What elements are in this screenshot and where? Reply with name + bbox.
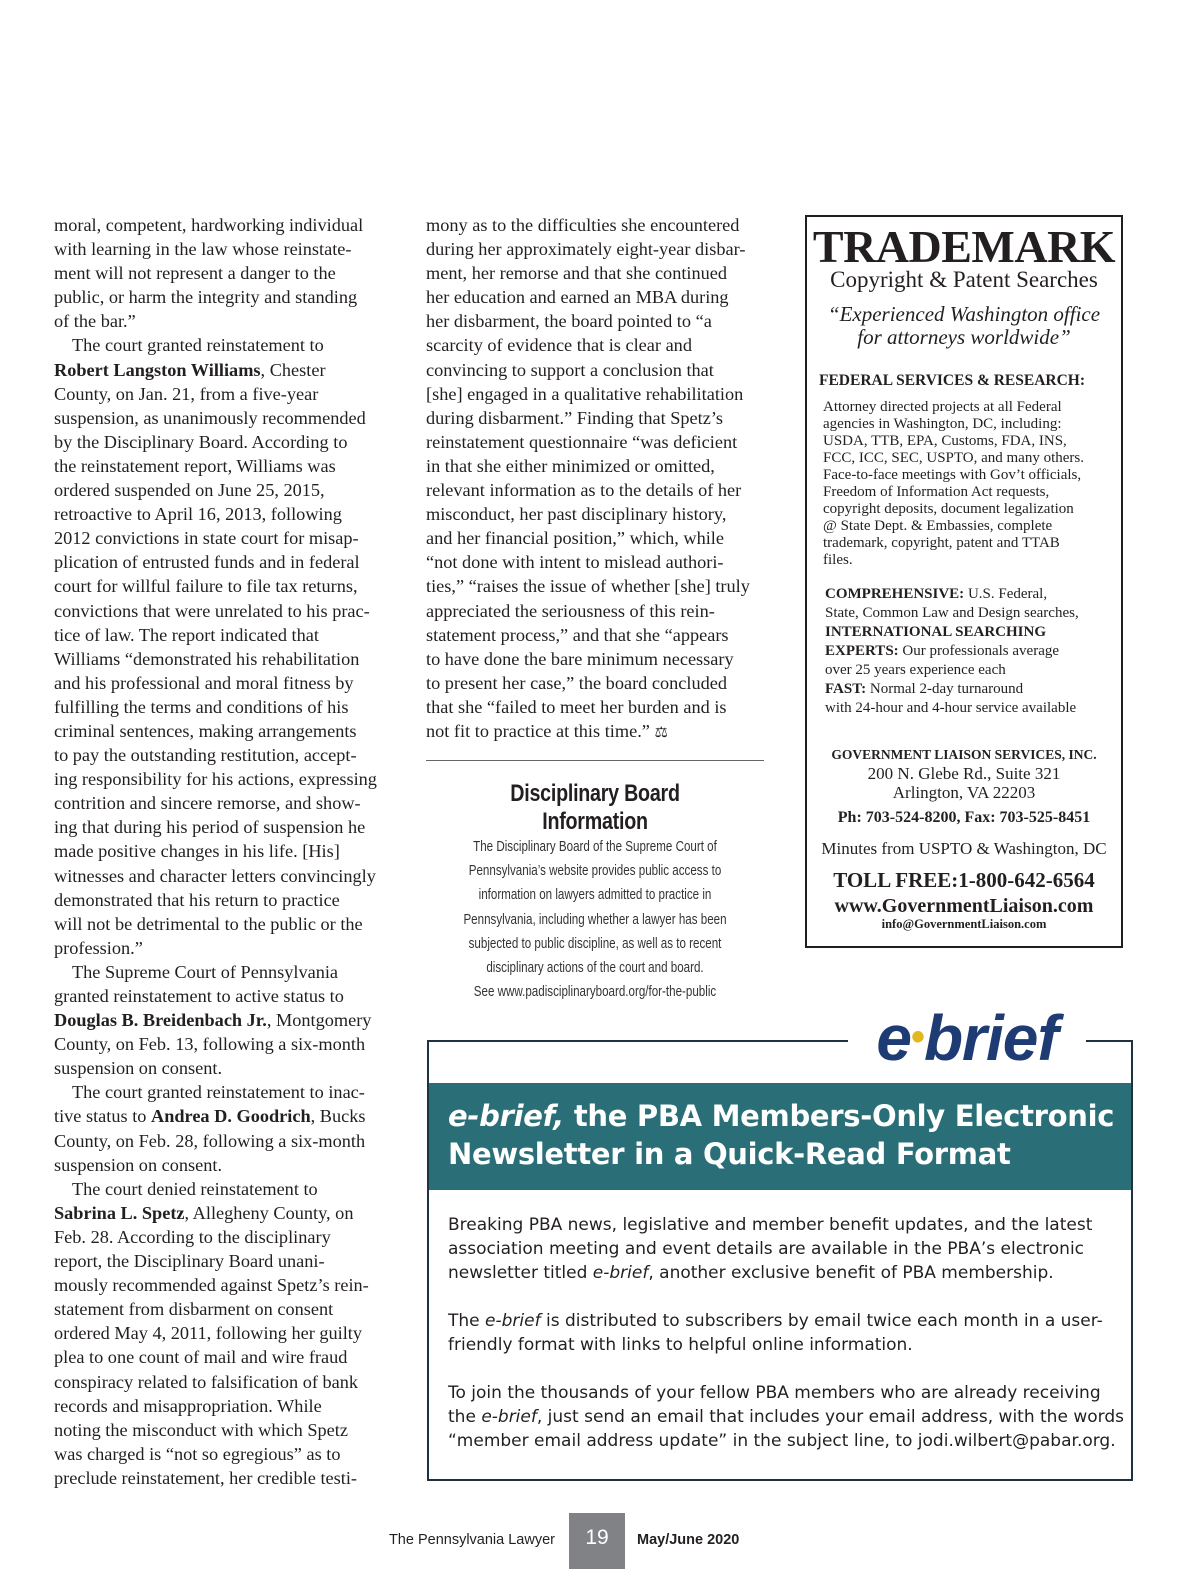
text-line: convincing to support a conclusion that (426, 359, 714, 380)
text-line: To join the thousands of your fellow PBA members who are already receiving (448, 1383, 1101, 1403)
text-fragment: , another exclusive benefit of PBA membership. (648, 1263, 1054, 1283)
text-fragment: is distributed to subscribers by email twice each month in a user- (540, 1311, 1103, 1331)
company-name: GOVERNMENT LIAISON SERVICES, INC. (831, 747, 1097, 762)
text-line: The Disciplinary Board of the Supreme Court of (473, 839, 717, 855)
trademark-ad-tagline (807, 303, 1121, 349)
text-line: friendly format with links to helpful online information. (448, 1335, 913, 1355)
headline-line (448, 1097, 1128, 1135)
name-spetz: Sabrina L. Spetz (54, 1202, 185, 1223)
text-line: of the bar.” (54, 311, 136, 332)
text-line: and her financial position,” which, while (426, 528, 724, 549)
text-fragment: The (448, 1311, 486, 1331)
text-line: relevant information as to the details of her (426, 480, 742, 501)
logo-fragment: brief (923, 1002, 1058, 1074)
text-line: criminal sentences, making arrangements (54, 720, 357, 741)
text-line: retroactive to April 16, 2013, following (54, 504, 342, 525)
text-line: scarcity of evidence that is clear and (426, 335, 692, 356)
text-line: The court granted reinstatement to inac- (72, 1082, 365, 1103)
text-line: appreciated the seriousness of this rein- (426, 600, 715, 621)
text-line: reinstatement questionnaire “was deficient (426, 431, 738, 452)
text-line: plea to one count of mail and wire fraud (54, 1347, 348, 1368)
paragraph-williams (54, 333, 399, 959)
text-line: The Supreme Court of Pennsylvania (72, 961, 339, 982)
scales-of-justice-icon: ⚖ (654, 724, 668, 741)
logo-dot-icon: • (910, 1015, 924, 1059)
text-line: witnesses and character letters convincingly (54, 865, 376, 886)
comprehensive-label: COMPREHENSIVE: (825, 586, 965, 602)
text-line: records and misappropriation. While (54, 1395, 322, 1416)
board-info-title: Disciplinary Board Information (510, 780, 680, 835)
text-line: Pennsylvania’s website provides public access to (468, 863, 722, 880)
name-goodrich: Andrea D. Goodrich (151, 1106, 311, 1127)
text-line: in that she either minimized or omitted, (426, 455, 715, 476)
logo-fragment: e (876, 1002, 911, 1074)
email-link[interactable]: info@GovernmentLiaison.com (881, 917, 1047, 931)
services-list (825, 585, 1121, 718)
ebrief-paragraph-2 (448, 1309, 1118, 1357)
text-line: with learning in the law whose reinstate- (54, 239, 352, 260)
text-line: to present her case,” the board concluded (426, 672, 727, 693)
text-line: 2012 convictions in state court for misap- (54, 528, 359, 549)
text-line: over 25 years experience each (825, 662, 1006, 678)
text-fragment: the PBA Members-Only Electronic (564, 1099, 1115, 1133)
text-line: subjected to public discipline, as well as to recent (468, 935, 722, 952)
paragraph-spetz (54, 1177, 399, 1490)
text-line: trademark, copyright, patent and TTAB (823, 535, 1060, 551)
website-link[interactable]: www.GovernmentLiaison.com (834, 895, 1094, 917)
text-line: FCC, ICC, SEC, USPTO, and many others. (823, 450, 1084, 466)
text-line: @ State Dept. & Embassies, complete (823, 518, 1053, 534)
text-line: by the Disciplinary Board. According to (54, 431, 348, 452)
experts-label: EXPERTS: (825, 643, 899, 659)
headline-line: Newsletter in a Quick-Read Format (448, 1137, 1011, 1171)
text-line: to have done the bare minimum necessary (426, 648, 734, 669)
ebrief-paragraph-1 (448, 1213, 1118, 1285)
federal-services-text (823, 399, 1123, 569)
text-line: copyright deposits, document legalization (823, 501, 1074, 517)
text-line: ing that during his period of suspension he (54, 817, 366, 838)
text-line (426, 719, 771, 745)
phone-fax: Ph: 703-524-8200, Fax: 703-525-8451 (837, 809, 1091, 826)
text-line (825, 680, 1121, 699)
text-line (825, 585, 1121, 604)
text-line: Freedom of Information Act requests, (823, 484, 1050, 500)
article-column-1 (54, 213, 399, 1490)
footer-date: May/June 2020 (637, 1532, 740, 1548)
text-line: Attorney directed projects at all Federal (823, 399, 1062, 415)
company-address (807, 764, 1121, 802)
text-fragment: , Montgomery (266, 1010, 372, 1031)
text-line: agencies in Washington, DC, including: (823, 416, 1062, 432)
text-line (448, 1309, 1118, 1333)
text-line: Face-to-face meetings with Gov’t officials, (823, 467, 1082, 483)
text-line: “member email address update” in the subject line, to jodi.wilbert@pabar.org. (448, 1431, 1116, 1451)
text-fragment: e-brief (481, 1407, 537, 1427)
paragraph-1 (54, 213, 399, 333)
text-line: suspension, as unanimously recommended (54, 407, 366, 428)
text-fragment: Normal 2-day turnaround (866, 681, 1024, 697)
text-line: Feb. 28. According to the disciplinary (54, 1226, 331, 1247)
ebrief-headline (448, 1097, 1128, 1173)
text-line: contrition and sincere remorse, and show- (54, 793, 361, 814)
text-line: County, on Jan. 21, from a five-year (54, 383, 319, 404)
text-line: convictions that were unrelated to his prac- (54, 600, 370, 621)
text-fragment: e-brief (592, 1263, 649, 1283)
text-line: ordered May 4, 2011, following her guilty (54, 1323, 363, 1344)
text-line: suspension on consent. (54, 1154, 223, 1175)
text-line: during her approximately eight-year disbar- (426, 239, 746, 260)
text-line: the reinstatement report, Williams was (54, 455, 336, 476)
text-line: Breaking PBA news, legislative and member benefit updates, and the latest (448, 1215, 1093, 1235)
article-column-2 (426, 213, 771, 745)
text-line: noting the misconduct with which Spetz (54, 1419, 348, 1440)
text-line: moral, competent, hardworking individual (54, 215, 364, 235)
text-line: misconduct, her past disciplinary history, (426, 504, 727, 525)
headline-italic: e-brief, (448, 1099, 565, 1133)
text-line: The court granted reinstatement to (72, 335, 324, 356)
text-line: that she “failed to meet her burden and is (426, 696, 727, 717)
text-line: ing responsibility for his actions, expressing (54, 769, 377, 790)
ebrief-body (448, 1213, 1124, 1477)
text-line: County, on Feb. 28, following a six-month (54, 1130, 366, 1151)
board-info-link: See www.padisciplinaryboard.org/for-the-public (473, 984, 717, 1001)
text-line: tice of law. The report indicated that (54, 624, 319, 645)
address-line: Arlington, VA 22203 (892, 783, 1036, 802)
toll-free-number: TOLL FREE:1-800-642-6564 (833, 868, 1095, 892)
text-line: The court denied reinstatement to (72, 1178, 318, 1199)
section-divider (426, 760, 764, 761)
page-number: 19 (585, 1526, 609, 1549)
text-line: State, Common Law and Design searches, (825, 605, 1079, 621)
text-line: to pay the outstanding restitution, accept- (54, 745, 357, 766)
text-line: her education and earned an MBA during (426, 287, 729, 308)
text-line: information on lawyers admitted to practice in (478, 887, 712, 904)
text-line: during disbarment.” Finding that Spetz’s (426, 407, 724, 428)
text-fragment: U.S. Federal, (964, 586, 1048, 602)
trademark-ad (805, 215, 1123, 948)
text-line: was charged is “not so egregious” as to (54, 1443, 341, 1464)
paragraph-goodrich (54, 1080, 399, 1176)
text-line: public, or harm the integrity and standing (54, 287, 358, 308)
text-fragment: , Allegheny County, on (184, 1202, 354, 1223)
text-line (54, 1008, 399, 1032)
text-line: preclude reinstatement, her credible testi- (54, 1467, 358, 1488)
trademark-ad-title: TRADEMARK (812, 221, 1116, 272)
text-line (448, 1405, 1124, 1429)
text-fragment: , just send an email that includes your email address, with the words (536, 1407, 1124, 1427)
text-line: County, on Feb. 13, following a six-month (54, 1034, 366, 1055)
text-line: ment will not represent a danger to the (54, 263, 336, 284)
text-line: mously recommended against Spetz’s rein- (54, 1275, 369, 1296)
federal-services-heading: FEDERAL SERVICES & RESEARCH: (819, 372, 1086, 389)
tagline-line: for attorneys worldwide” (857, 325, 1071, 349)
text-line (825, 623, 1121, 642)
text-line: Pennsylvania, including whether a lawyer has been (463, 911, 727, 928)
board-info-body (426, 835, 764, 1004)
address-line: 200 N. Glebe Rd., Suite 321 (867, 764, 1061, 783)
text-line: ties,” “raises the issue of whether [she] truly (426, 576, 750, 597)
tagline-line: “Experienced Washington office (827, 302, 1101, 326)
text-line: fulfilling the terms and conditions of his (54, 696, 349, 717)
text-line: suspension on consent. (54, 1058, 223, 1079)
text-line: her disbarment, the board pointed to “a (426, 311, 712, 332)
text-line: and his professional and moral fitness by (54, 672, 354, 693)
text-line: disciplinary actions of the court and board. (486, 960, 704, 977)
text-line: statement from disbarment on consent (54, 1299, 334, 1320)
text-line: Williams “demonstrated his rehabilitation (54, 648, 360, 669)
text-fragment: newsletter titled (448, 1263, 593, 1283)
text-line: demonstrated that his return to practice (54, 889, 340, 910)
text-fragment: Our professionals average (898, 643, 1060, 659)
text-line: with 24-hour and 4-hour service available (825, 700, 1077, 716)
paragraph-spetz-continued (426, 213, 771, 745)
trademark-ad-subtitle: Copyright & Patent Searches (830, 267, 1098, 292)
text-fragment: tive status to (54, 1106, 151, 1127)
text-fragment: the (448, 1407, 482, 1427)
text-line: ordered suspended on June 25, 2015, (54, 480, 325, 501)
location-note: Minutes from USPTO & Washington, DC (821, 839, 1107, 858)
text-fragment: not fit to practice at this time.” (426, 720, 650, 741)
text-line: [she] engaged in a qualitative rehabilitation (426, 383, 744, 404)
text-line: USDA, TTB, EPA, Customs, FDA, INS, (823, 433, 1067, 449)
text-line: will not be detrimental to the public or the (54, 913, 363, 934)
text-line: statement process,” and that she “appears (426, 624, 729, 645)
text-line (825, 642, 1121, 661)
text-line: “not done with intent to mislead authori- (426, 552, 724, 573)
text-line: made positive changes in his life. [His] (54, 841, 340, 862)
text-line: plication of entrusted funds and in federal (54, 552, 360, 573)
text-fragment: , Bucks (310, 1106, 366, 1127)
text-line: mony as to the difficulties she encountered (426, 215, 740, 235)
text-fragment: e-brief (485, 1311, 541, 1331)
text-line: granted reinstatement to active status to (54, 986, 344, 1006)
international-label: INTERNATIONAL SEARCHING (825, 624, 1047, 640)
text-line (54, 358, 399, 382)
fast-label: FAST: (825, 681, 867, 697)
ebrief-paragraph-3 (448, 1381, 1124, 1453)
name-williams: Robert Langston Williams (54, 359, 261, 380)
text-fragment: , Chester (260, 359, 326, 380)
text-line: files. (823, 552, 853, 568)
text-line: ment, her remorse and that she continued (426, 263, 728, 284)
text-line: profession.” (54, 937, 143, 958)
text-line: court for willful failure to file tax returns, (54, 576, 358, 597)
footer-publication: The Pennsylvania Lawyer (388, 1532, 555, 1548)
text-line: association meeting and event details are available in the PBA’s electronic (448, 1239, 1085, 1259)
paragraph-breidenbach (54, 960, 399, 1080)
text-line (54, 1201, 399, 1225)
text-line (54, 1104, 399, 1128)
ebrief-logo (848, 1002, 1086, 1074)
text-line (448, 1261, 1118, 1285)
name-breidenbach: Douglas B. Breidenbach Jr. (54, 1010, 267, 1031)
text-line: conspiracy related to falsification of bank (54, 1371, 359, 1392)
text-line: report, the Disciplinary Board unani- (54, 1251, 325, 1272)
